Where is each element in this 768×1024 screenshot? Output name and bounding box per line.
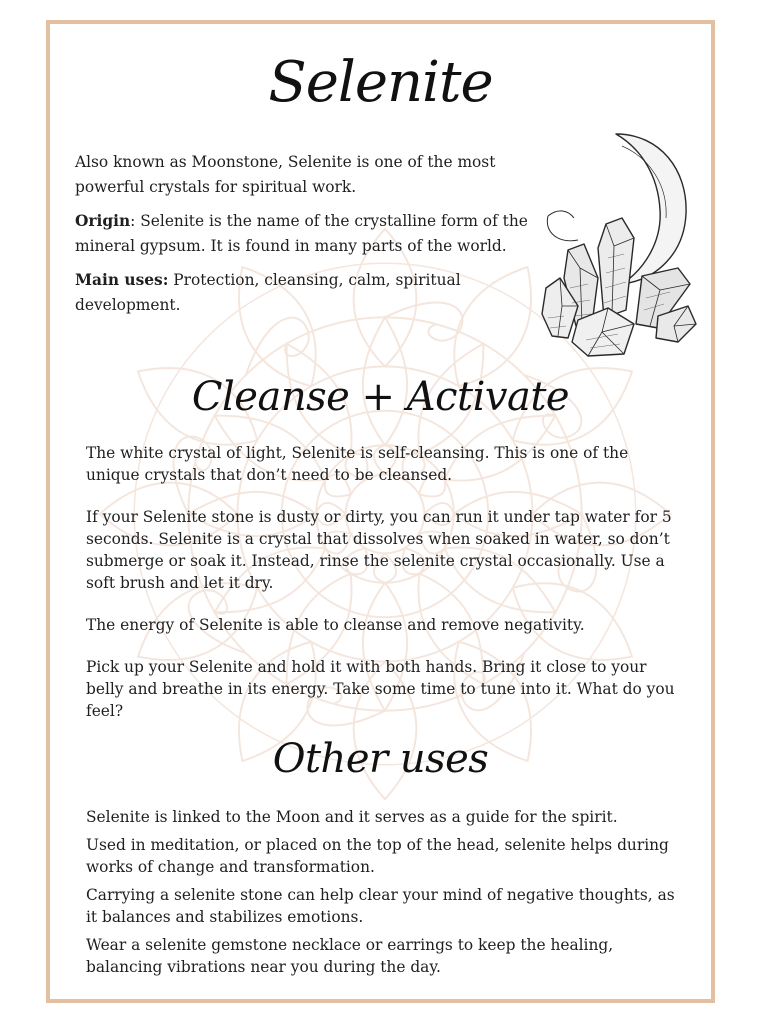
origin-label: Origin (75, 212, 131, 230)
main-uses-label: Main uses: (75, 271, 169, 289)
cleanse-section (86, 442, 686, 742)
page-title: Selenite (268, 50, 493, 115)
cleanse-paragraph: Pick up your Selenite and hold it with both hands. Bring it close to your belly and breathe in its energy. Take some time to tune into it. What do you feel? (86, 658, 675, 720)
origin-paragraph (75, 209, 535, 259)
origin-text: : Selenite is the name of the crystalline form of the mineral gypsum. It is found in many parts of the world. (75, 212, 528, 255)
cleanse-activate-heading: Cleanse + Activate (191, 374, 570, 420)
other-uses-paragraph: Wear a selenite gemstone necklace or earrings to keep the healing, balancing vibrations near you during the day. (86, 936, 614, 976)
intro-section (75, 150, 535, 327)
page-frame (46, 20, 715, 1003)
cleanse-paragraph: The white crystal of light, Selenite is self-cleansing. This is one of the unique crystals that don’t need to be cleansed. (86, 444, 629, 484)
other-uses-paragraph: Carrying a selenite stone can help clear your mind of negative thoughts, as it balances and stabilizes emotions. (86, 886, 675, 926)
other-uses-heading: Other uses (272, 736, 489, 782)
other-uses-paragraph: Used in meditation, or placed on the top of the head, selenite helps during works of change and transformation. (86, 836, 669, 876)
main-uses-paragraph (75, 268, 535, 318)
moon-crystal-illustration-icon (538, 128, 700, 360)
other-uses-section (86, 806, 686, 984)
cleanse-paragraph: The energy of Selenite is able to cleanse and remove negativity. (86, 616, 585, 634)
other-uses-paragraph: Selenite is linked to the Moon and it serves as a guide for the spirit. (86, 808, 618, 826)
cleanse-paragraph: If your Selenite stone is dusty or dirty, you can run it under tap water for 5 seconds. Selenite is a crystal that dissolves when soaked in water, so don’t submerge or soak it. Instead, rinse the selenite crystal occasionally. Use a soft brush and let it dry. (86, 508, 672, 592)
intro-description: Also known as Moonstone, Selenite is one of the most powerful crystals for spiritual work. (75, 153, 496, 196)
main-uses-text: Protection, cleansing, calm, spiritual development. (75, 271, 461, 314)
